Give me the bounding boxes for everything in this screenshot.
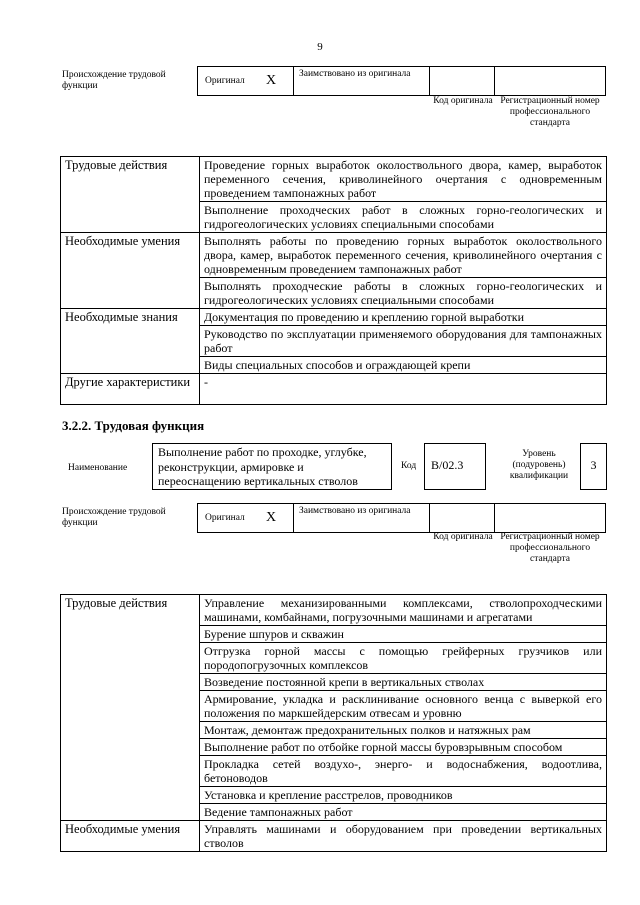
code-caption: Код оригинала: [433, 532, 493, 542]
section-heading: 3.2.2. Трудовая функция: [62, 418, 205, 433]
level-value: 3: [580, 443, 607, 490]
row-item: Виды специальных способов и ограждающей крепи: [200, 357, 607, 374]
row-item: Управлять машинами и оборудованием при проведении вертикальных стволов: [200, 821, 607, 852]
row-item: Армирование, укладка и расклинивание основного венца с выверкой его положения по маркшейдерским отвесам и уровню: [200, 691, 607, 722]
table-row: [61, 309, 607, 326]
row-label: Необходимые умения: [61, 821, 200, 852]
original-cell: [197, 66, 294, 96]
table-row: [61, 821, 607, 852]
row-item: Бурение шпуров и скважин: [200, 626, 607, 643]
borrowed-text: Заимствовано из оригинала: [299, 69, 411, 79]
table-row: [61, 233, 607, 278]
borrowed-text: Заимствовано из оригинала: [299, 506, 411, 516]
row-item: Выполнять проходческие работы в сложных горно-геологических и гидрогеологических условиях специальными способами: [200, 278, 607, 309]
original-text: Оригинал: [205, 76, 245, 86]
reg-caption: Регистрационный номер профессионального стандарта: [500, 532, 600, 564]
row-label: Другие характеристики: [61, 374, 200, 405]
row-label: Трудовые действия: [61, 595, 200, 821]
row-item: Установка и крепление расстрелов, проводников: [200, 787, 607, 804]
origin-label: Происхождение трудовой функции: [62, 507, 166, 528]
row-item: Ведение тампонажных работ: [200, 804, 607, 821]
code-label: Код: [401, 461, 417, 471]
row-label: Необходимые знания: [61, 309, 200, 374]
original-mark: X: [266, 510, 277, 525]
row-item: Отгрузка горной массы с помощью грейферных грузчиков или породопогрузочных комплексов: [200, 643, 607, 674]
borrowed-cell: [293, 66, 430, 96]
row-item: Выполнять работы по проведению горных выработок околоствольного двора, камер, выработок переменного сечения, криволинейного очертания с одновременным проведением тампонажных работ: [200, 233, 607, 278]
row-item: Возведение постоянной крепи в вертикальных стволах: [200, 674, 607, 691]
row-item: Руководство по эксплуатации применяемого оборудования для тампонажных работ: [200, 326, 607, 357]
page-number: 9: [317, 41, 323, 53]
original-text: Оригинал: [205, 513, 245, 523]
original-cell: [197, 503, 294, 533]
reg-caption: Регистрационный номер профессионального стандарта: [500, 96, 600, 128]
row-item: Документация по проведению и креплению горной выработки: [200, 309, 607, 326]
table-row: [61, 374, 607, 405]
original-mark: X: [266, 73, 277, 88]
row-item: Выполнение проходческих работ в сложных горно-геологических и гидрогеологических условиях специальными способами: [200, 202, 607, 233]
row-item: Проведение горных выработок околоствольного двора, камер, выработок переменного сечения, криволинейного очертания с одновременным проведением тампонажных работ: [200, 157, 607, 202]
reg-number-cell: [494, 503, 606, 533]
code-cell: [429, 503, 495, 533]
row-item: Монтаж, демонтаж предохранительных полков и натяжных рам: [200, 722, 607, 739]
row-item: Прокладка сетей воздухо-, энерго- и водоснабжения, водоотлива, бетоноводов: [200, 756, 607, 787]
row-item: Управление механизированными комплексами, стволопроходческими машинами, комбайнами, погрузочными машинами и агрегатами: [200, 595, 607, 626]
table-row: [61, 157, 607, 202]
code-value: B/02.3: [424, 443, 486, 490]
table-row: [61, 595, 607, 626]
row-item: Выполнение работ по отбойке горной массы буровзрывным способом: [200, 739, 607, 756]
row-label: Необходимые умения: [61, 233, 200, 309]
name-label: Наименование: [68, 463, 128, 473]
borrowed-cell: [293, 503, 430, 533]
code-caption: Код оригинала: [433, 96, 493, 106]
reg-number-cell: [494, 66, 606, 96]
name-value: Выполнение работ по проходке, углубке, реконструкции, армировке и переоснащению вертикальных стволов: [152, 443, 392, 490]
labor-table-2: [60, 594, 607, 852]
labor-table-1: [60, 156, 607, 405]
origin-label: Происхождение трудовой функции: [62, 70, 166, 91]
code-cell: [429, 66, 495, 96]
row-label: Трудовые действия: [61, 157, 200, 233]
row-item: -: [200, 374, 607, 405]
level-label: Уровень (подуровень) квалификации: [509, 449, 569, 481]
